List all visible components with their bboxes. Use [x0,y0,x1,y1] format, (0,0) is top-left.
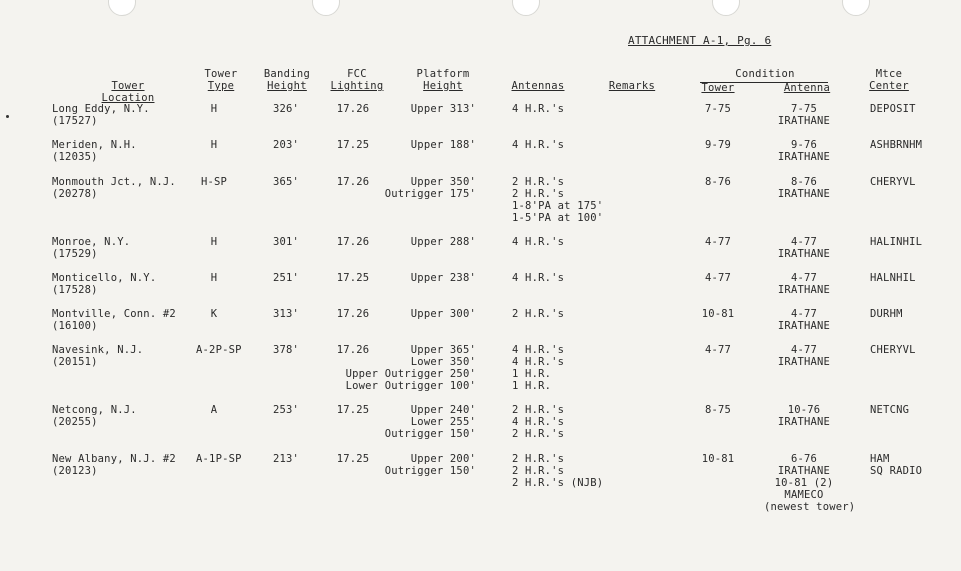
platform-height-cell: Upper 188' [410,139,476,151]
antennas-cell: 2 H.R.'s [512,308,565,320]
condition-tower-cell: 8-76 [704,176,732,188]
page-speck [6,115,9,118]
header-condition: Condition [735,68,795,80]
tower-type-cell: H [210,103,218,115]
fcc-lighting-cell: 17.26 [336,176,370,188]
platform-height-cell: Upper 200' Outrigger 150' [384,453,476,477]
mtce-center-cell: HAM SQ RADIO [870,453,923,477]
tower-location-cell: Netcong, N.J. (20255) [52,404,137,428]
condition-antenna-cell: 10-76 IRATHANE [777,404,831,428]
punch-hole [512,0,540,16]
mtce-center-cell: HALNHIL [870,272,916,284]
header-banding-height: Banding Height [263,68,311,92]
fcc-lighting-cell: 17.26 [336,344,370,356]
condition-antenna-cell: 4-77 IRATHANE [777,308,831,332]
tower-type-cell: H [210,236,218,248]
mtce-center-cell: NETCNG [870,404,910,416]
tower-location-cell: Navesink, N.J. (20151) [52,344,144,368]
punch-hole [312,0,340,16]
condition-antenna-cell: 4-77 IRATHANE [777,344,831,368]
fcc-lighting-cell: 17.26 [336,236,370,248]
condition-antenna-cell: 9-76 IRATHANE [777,139,831,163]
header-fcc-lighting: FCC Lighting [330,68,384,92]
platform-height-cell: Upper 238' [410,272,476,284]
condition-tower-cell: 4-77 [704,344,732,356]
header-platform-height: Platform Height [416,68,470,92]
tower-location-cell: Long Eddy, N.Y. (17527) [52,103,150,127]
condition-tower-cell: 10-81 [701,308,735,320]
punch-hole [712,0,740,16]
banding-height-cell: 301' [272,236,300,248]
banding-height-cell: 378' [272,344,300,356]
tower-location-cell: Meriden, N.H. (12035) [52,139,137,163]
tower-type-cell: A-1P-SP [196,453,242,465]
tower-type-cell: H-SP [200,176,228,188]
antennas-cell: 4 H.R.'s [512,103,565,115]
tower-type-cell: H [210,272,218,284]
condition-tower-cell: 4-77 [704,236,732,248]
antennas-cell: 4 H.R.'s [512,139,565,151]
tower-location-cell: Monmouth Jct., N.J. (20278) [52,176,176,200]
punch-hole [108,0,136,16]
fcc-lighting-cell: 17.26 [336,308,370,320]
tower-location-cell: New Albany, N.J. #2 (20123) [52,453,176,477]
header-remarks: Remarks [608,80,656,92]
antennas-cell: 4 H.R.'s [512,272,565,284]
condition-antenna-cell: 4-77 IRATHANE [777,272,831,296]
platform-height-cell: Upper 365' Lower 350' Upper Outrigger 250' Lower Outrigger 100' [345,344,476,392]
header-tower-type: Tower Type [204,68,238,92]
banding-height-cell: 313' [272,308,300,320]
header-condition-tower: Tower [701,82,735,94]
platform-height-cell: Upper 300' [410,308,476,320]
tower-type-cell: H [210,139,218,151]
banding-height-cell: 326' [272,103,300,115]
fcc-lighting-cell: 17.25 [336,453,370,465]
tower-type-cell: K [210,308,218,320]
platform-height-cell: Upper 313' [410,103,476,115]
condition-tower-cell: 10-81 [701,453,735,465]
condition-antenna-cell: 4-77 IRATHANE [777,236,831,260]
antennas-cell: 2 H.R.'s 4 H.R.'s 2 H.R.'s [512,404,565,440]
header-tower-location: Tower Location [101,80,155,104]
banding-height-cell: 253' [272,404,300,416]
tower-location-cell: Monroe, N.Y. (17529) [52,236,131,260]
condition-antenna-cell: 8-76 IRATHANE [777,176,831,200]
antennas-cell: 2 H.R.'s 2 H.R.'s 1-8'PA at 175' 1-5'PA at 100' [512,176,604,224]
header-mtce-center: Mtce Center [869,68,909,92]
header-condition-antenna: Antenna [783,82,831,94]
fcc-lighting-cell: 17.25 [336,272,370,284]
fcc-lighting-cell: 17.26 [336,103,370,115]
antennas-cell: 4 H.R.'s [512,236,565,248]
banding-height-cell: 213' [272,453,300,465]
condition-tower-cell: 8-75 [704,404,732,416]
antennas-cell: 2 H.R.'s 2 H.R.'s 2 H.R.'s (NJB) [512,453,604,489]
antennas-cell: 4 H.R.'s 4 H.R.'s 1 H.R. 1 H.R. [512,344,565,392]
platform-height-cell: Upper 288' [410,236,476,248]
fcc-lighting-cell: 17.25 [336,139,370,151]
condition-tower-cell: 4-77 [704,272,732,284]
condition-antenna-cell: 7-75 IRATHANE [777,103,831,127]
condition-tower-cell: 7-75 [704,103,732,115]
platform-height-cell: Upper 240' Lower 255' Outrigger 150' [384,404,476,440]
mtce-center-cell: CHERYVL [870,176,916,188]
header-antennas: Antennas [511,80,565,92]
mtce-center-cell: CHERYVL [870,344,916,356]
mtce-center-cell: DURHM [870,308,903,320]
banding-height-cell: 203' [272,139,300,151]
mtce-center-cell: ASHBRNHM [870,139,923,151]
punch-hole [842,0,870,16]
tower-type-cell: A [210,404,218,416]
mtce-center-cell: HALINHIL [870,236,923,248]
condition-tower-cell: 9-79 [704,139,732,151]
tower-location-cell: Montville, Conn. #2 (16100) [52,308,176,332]
fcc-lighting-cell: 17.25 [336,404,370,416]
mtce-center-cell: DEPOSIT [870,103,916,115]
tower-location-cell: Monticello, N.Y. (17528) [52,272,157,296]
tower-type-cell: A-2P-SP [196,344,242,356]
platform-height-cell: Upper 350' Outrigger 175' [384,176,476,200]
banding-height-cell: 365' [272,176,300,188]
attachment-label: ATTACHMENT A-1, Pg. 6 [628,34,772,47]
condition-antenna-cell: 6-76 IRATHANE 10-81 (2) MAMECO (newest tower) [764,453,856,513]
banding-height-cell: 251' [272,272,300,284]
